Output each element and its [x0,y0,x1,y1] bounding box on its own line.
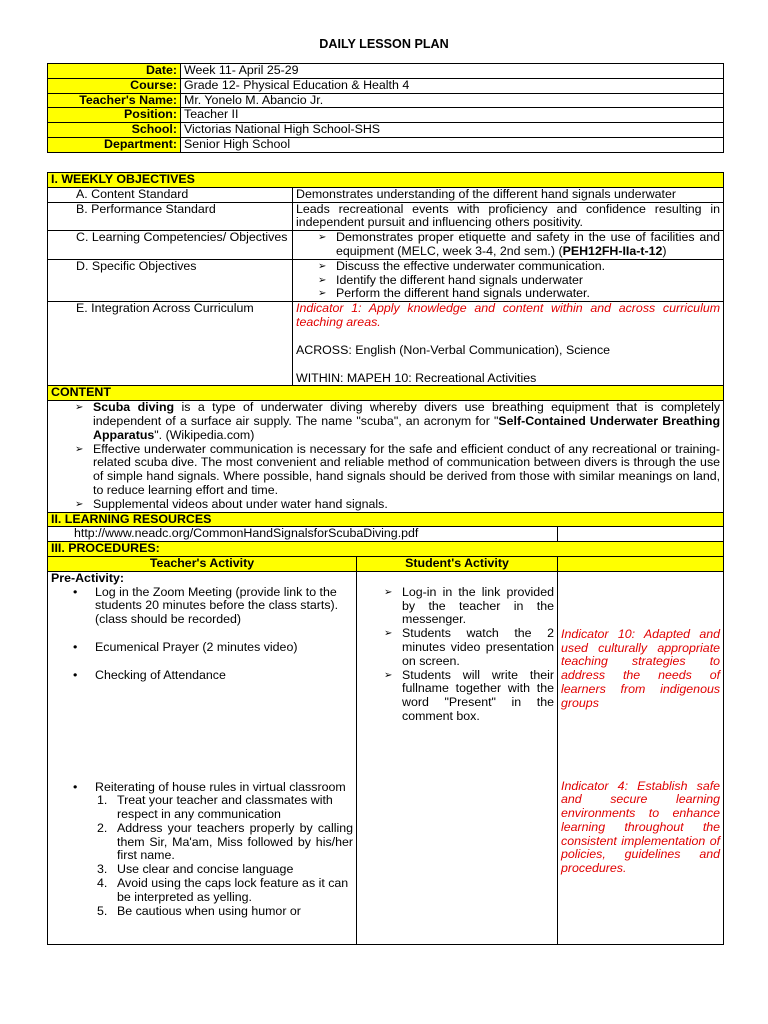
indicator-header-cell [558,556,724,571]
specific-objective-item: ➢ Discuss the effective underwater communication. [316,260,720,274]
info-value: Week 11- April 25-29 [181,64,724,79]
competencies-label [48,231,293,260]
resource-link[interactable]: http://www.neadc.org/CommonHandSignalsforScubaDiving.pdf [48,527,558,542]
info-value: Grade 12- Physical Education & Health 4 [181,78,724,93]
objectives-heading: I. WEEKLY OBJECTIVES [48,173,724,188]
house-rule-text: Treat your teacher and classmates with respect in any communication [117,793,333,822]
indicator-4: Indicator 4: Establish safe and secure learning environments to enhance learning throughout the consistent implementation of policies, guidelines and procedures. [561,778,721,876]
competencies-label-text: C. Learning Competencies/ Objectives [76,230,288,245]
indicator-cell [558,571,724,944]
house-rule-item: 2. Address your teachers properly by calling them Sir, Ma'am, Miss followed by his/her first name. [97,820,353,863]
teacher-activity-item: • Checking of Attendance [51,669,353,683]
teacher-activity-item: • Ecumenical Prayer (2 minutes video) [51,641,353,655]
house-rule-text: Use clear and concise language [117,862,294,877]
info-row-teacher [48,93,724,108]
competency-code: PEH12FH-IIa-t-12 [562,243,663,258]
content-paragraph-videos: ➢ Supplemental videos about under water hand signals. [73,498,720,512]
integration-cell [293,302,724,386]
info-value: Victorias National High School-SHS [181,123,724,138]
house-rule-item: 4. Avoid using the caps lock feature as it can be interpreted as yelling. [97,876,349,904]
info-row-school [48,123,724,138]
competency-item [316,231,720,259]
house-rule-text: Be cautious when using humor or [117,903,301,918]
resource-empty-cell [558,527,724,542]
info-label: Date: [48,64,181,79]
student-activity-item: ➢ Students watch the 2 minutes video presentation on screen. [382,627,554,668]
integration-within: WITHIN: MAPEH 10: Recreational Activities [296,370,537,385]
info-label: Course: [48,78,181,93]
content-paragraph-scuba [73,401,720,442]
info-value: Mr. Yonelo M. Abancio Jr. [181,93,724,108]
procedures-heading: III. PROCEDURES: [48,542,724,557]
content-cell [48,401,724,512]
info-label: Teacher's Name: [48,93,181,108]
house-rule-item: 5. Be cautious when using humor or [97,903,301,918]
specific-objective-item: ➢ Identify the different hand signals underwater [316,274,720,288]
content-standard-label: A. Content Standard [48,187,293,202]
scuba-source: ". (Wikipedia.com) [154,427,255,442]
performance-standard-text: Leads recreational events with proficiency and confidence resulting in independent pursuit and influencing others positivity. [293,202,724,231]
student-activity-header: Student's Activity [357,556,558,571]
specific-objective-item: ➢ Perform the different hand signals underwater. [316,287,720,301]
document-title: DAILY LESSON PLAN [319,37,449,51]
integration-across: ACROSS: English (Non-Verbal Communication), Science [296,342,611,357]
scuba-text: is a type of underwater diving whereby divers use breathing equipment that is completely independent of a surface air supply. The name "scuba", an acronym for " [93,400,721,428]
content-paragraph-communication: ➢ Effective underwater communication is necessary for the safe and efficient conduct of any recreational or training-related scuba dive. The most convenient and reliable method of communication between divers is through the use of simple hand signals. Where possible, hand signals should be derived from those with similar meanings on land, to reduce learning effort and time. [73,443,720,498]
student-activity-cell [357,571,558,944]
specific-objectives-cell [293,259,724,301]
info-label: Position: [48,108,181,123]
competency-close: ) [662,243,667,258]
teacher-activity-header: Teacher's Activity [48,556,357,571]
info-row-course [48,78,724,93]
info-table [47,63,724,153]
info-row-department [48,137,724,152]
house-rule-item: 3. Use clear and concise language [97,862,294,877]
integration-label: E. Integration Across Curriculum [48,302,293,386]
pre-activity-label: Pre-Activity: [51,570,124,585]
student-activity-item: ➢ Log-in in the link provided by the teacher in the messenger. [382,586,554,627]
house-rule-text: Address your teachers properly by calling them Sir, Ma'am, Miss followed by his/her first name. [117,820,353,863]
resources-heading: II. LEARNING RESOURCES [48,512,724,527]
performance-standard-label: B. Performance Standard [48,202,293,231]
scuba-term: Scuba diving [93,400,175,415]
teacher-activity-item: • Reiterating of house rules in virtual classroom [51,781,353,795]
specific-objectives-label: D. Specific Objectives [48,259,293,301]
info-value: Senior High School [181,137,724,152]
lesson-table [47,172,724,945]
competency-text: Demonstrates proper etiquette and safety in the use of facilities and equipment (MELC, week 3-4, 2nd sem.) ( [336,230,721,258]
info-label: Department: [48,137,181,152]
info-row-position [48,108,724,123]
indicator-1: Indicator 1: Apply knowledge and content within and across curriculum teaching areas. [296,301,721,329]
info-row-date [48,64,724,79]
info-value: Teacher II [181,108,724,123]
indicator-10: Indicator 10: Adapted and used culturally appropriate teaching strategies to address the needs of learners from indigenous groups [561,626,721,710]
teacher-activity-item: • Log in the Zoom Meeting (provide link to the students 20 minutes before the class starts). (class should be recorded) [51,586,353,627]
house-rule-item: 1. Treat your teacher and classmates with respect in any communication [97,793,333,822]
student-activity-item: ➢ Students will write their fullname together with the word "Present" in the comment box. [382,669,554,724]
info-label: School: [48,123,181,138]
content-heading: CONTENT [48,386,724,401]
content-standard-text: Demonstrates understanding of the different hand signals underwater [293,187,724,202]
house-rule-text: Avoid using the caps lock feature as it can be interpreted as yelling. [117,876,349,904]
competencies-cell [293,231,724,260]
teacher-activity-cell [48,571,357,944]
scuba-acronym: Self-Contained Underwater Breathing Apparatus [93,413,721,442]
